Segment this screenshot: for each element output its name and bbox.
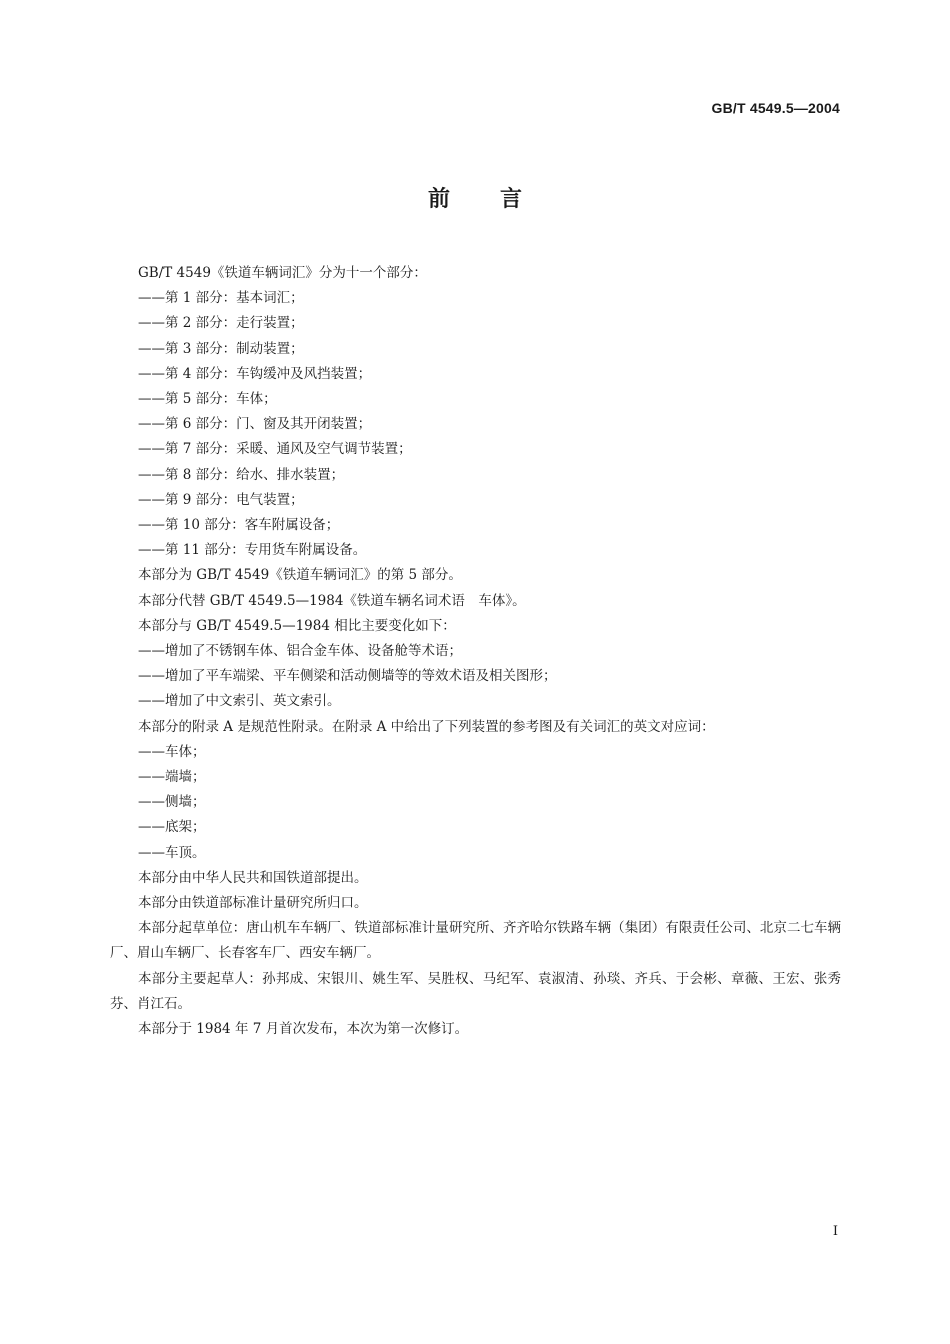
list-item: ——增加了不锈钢车体、铝合金车体、设备舱等术语； (138, 643, 462, 660)
list-item: ——第 4 部分：车钩缓冲及风挡装置； (138, 365, 372, 382)
list-item: ——第 2 部分：走行装置； (138, 315, 304, 332)
drafters: 本部分主要起草人：孙邦成、宋银川、姚生军、吴胜权、马纪军、袁淑清、孙琰、齐兵、于会彬、章薇、王宏、张秀芬、肖江石。 (110, 970, 841, 1012)
appendix-intro: 本部分的附录 A 是规范性附录。在附录 A 中给出了下列装置的参考图及有关词汇的英文对应词： (138, 718, 715, 735)
parts-list (110, 286, 841, 563)
list-item: ——第 11 部分：专用货车附属设备。 (138, 542, 367, 559)
list-item: ——第 10 部分：客车附属设备； (138, 517, 340, 534)
page-number: I (832, 1224, 838, 1239)
list-item: ——第 6 部分：门、窗及其开闭装置； (138, 416, 372, 433)
list-item: ——增加了平车端梁、平车侧梁和活动侧墙等的等效术语及相关图形； (138, 668, 557, 685)
list-item: ——端墙； (138, 769, 206, 786)
proposed-by: 本部分由中华人民共和国铁道部提出。 (138, 869, 368, 886)
changes-list (110, 639, 841, 715)
list-item: ——第 1 部分：基本词汇； (138, 290, 304, 307)
list-item: ——车顶。 (138, 844, 206, 861)
list-item: ——底架； (138, 819, 206, 836)
preface-body (110, 261, 841, 1042)
standard-code: GB/T 4549.5—2004 (711, 100, 840, 116)
changes-intro: 本部分与 GB/T 4549.5—1984 相比主要变化如下： (138, 617, 456, 634)
drafting-units: 本部分起草单位：唐山机车车辆厂、铁道部标准计量研究所、齐齐哈尔铁路车辆（集团）有限责任公司、北京二七车辆厂、眉山车辆厂、长春客车厂、西安车辆厂。 (110, 920, 841, 962)
list-item: ——车体； (138, 743, 206, 760)
list-item: ——第 3 部分：制动装置； (138, 340, 304, 357)
list-item: ——第 5 部分：车体； (138, 391, 277, 408)
replaces-statement: 本部分代替 GB/T 4549.5—1984《铁道车辆名词术语 车体》。 (138, 592, 526, 609)
list-item: ——第 8 部分：给水、排水装置； (138, 466, 345, 483)
list-item: ——增加了中文索引、英文索引。 (138, 693, 341, 710)
parts-intro: GB/T 4549《铁道车辆词汇》分为十一个部分： (138, 265, 427, 281)
page-title: 前言 (427, 187, 572, 212)
list-item: ——侧墙； (138, 794, 206, 811)
appendix-list (110, 740, 841, 866)
centralized-by: 本部分由铁道部标准计量研究所归口。 (138, 895, 368, 912)
publication-history: 本部分于 1984 年 7 月首次发布，本次为第一次修订。 (138, 1021, 469, 1038)
part-of-statement: 本部分为 GB/T 4549《铁道车辆词汇》的第 5 部分。 (138, 567, 462, 584)
list-item: ——第 9 部分：电气装置； (138, 491, 304, 508)
list-item: ——第 7 部分：采暖、通风及空气调节装置； (138, 441, 412, 458)
